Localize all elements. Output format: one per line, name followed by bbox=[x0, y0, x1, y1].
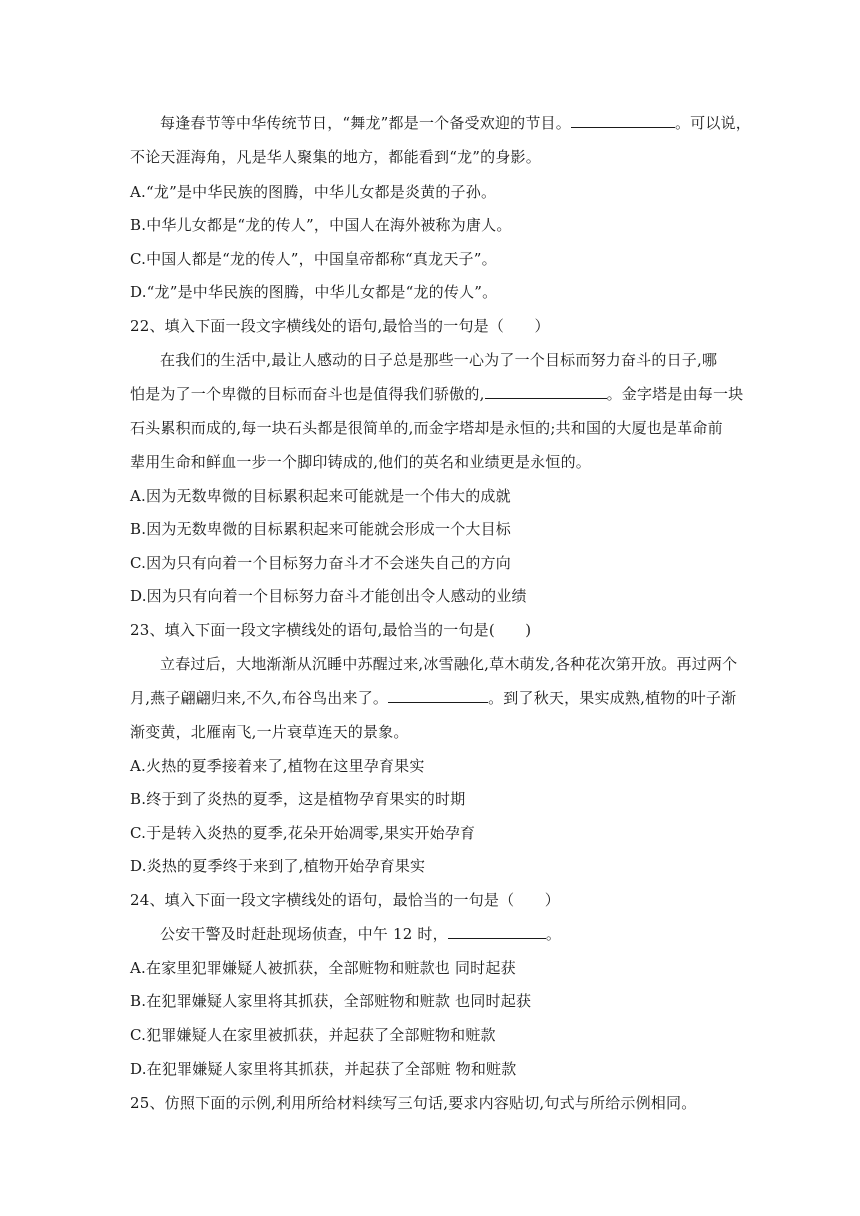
passage-text: 。到了秋天，果实成熟,植物的叶子渐 bbox=[488, 689, 737, 707]
passage-22-line-1: 在我们的生活中,最让人感动的日子总是那些一心为了一个目标而努力奋斗的日子,哪 bbox=[160, 351, 718, 369]
passage-23-line-2 bbox=[130, 688, 750, 708]
passage-22-line-3: 石头累积而成的,每一块石头都是很简单的,而金字塔却是永恒的;共和国的大厦也是革命前 bbox=[130, 419, 723, 437]
option-c: C.犯罪嫌疑人在家里被抓获，并起获了全部赃物和赃款 bbox=[130, 1026, 496, 1044]
question-24-stem: 24、填入下面一段文字横线处的语句，最恰当的一句是（ ） bbox=[130, 891, 560, 909]
option-a: A.因为无数卑微的目标累积起来可能就是一个伟大的成就 bbox=[130, 487, 511, 505]
option-c: C.中国人都是“龙的传人”，中国皇帝都称“真龙天子”。 bbox=[130, 250, 497, 268]
option-a: A.“龙”是中华民族的图腾，中华儿女都是炎黄的子孙。 bbox=[130, 183, 497, 201]
option-c: C.因为只有向着一个目标努力奋斗才不会迷失自己的方向 bbox=[130, 554, 511, 572]
option-b: B.因为无数卑微的目标累积起来可能就会形成一个大目标 bbox=[130, 520, 511, 538]
option-a: A.在家里犯罪嫌疑人被抓获，全部赃物和赃款也 同时起获 bbox=[130, 959, 516, 977]
question-25-stem: 25、仿照下面的示例,利用所给材料续写三句话,要求内容贴切,句式与所给示例相同。 bbox=[130, 1094, 697, 1112]
passage-22-line-2 bbox=[130, 384, 750, 404]
option-a: A.火热的夏季接着来了,植物在这里孕育果实 bbox=[130, 757, 425, 775]
option-d: D.“龙”是中华民族的图腾，中华儿女都是“龙的传人”。 bbox=[130, 283, 498, 301]
option-d: D.因为只有向着一个目标努力奋斗才能创出令人感动的业绩 bbox=[130, 587, 527, 605]
passage-22-line-4: 辈用生命和鲜血一步一个脚印铸成的,他们的英名和业绩更是永恒的。 bbox=[130, 453, 591, 471]
answer-blank[interactable] bbox=[388, 688, 488, 703]
passage-21-line-1 bbox=[160, 113, 780, 133]
option-b: B.在犯罪嫌疑人家里将其抓获，全部赃物和赃款 也同时起获 bbox=[130, 992, 532, 1010]
passage-text: 月,燕子翩翩归来,不久,布谷鸟出来了。 bbox=[130, 689, 389, 707]
answer-blank[interactable] bbox=[448, 924, 546, 939]
passage-text: 每逢春节等中华传统节日，“舞龙”都是一个备受欢迎的节目。 bbox=[160, 114, 571, 132]
answer-blank[interactable] bbox=[485, 384, 607, 399]
option-d: D.炎热的夏季终于来到了,植物开始孕育果实 bbox=[130, 857, 426, 875]
option-b: B.终于到了炎热的夏季，这是植物孕育果实的时期 bbox=[130, 790, 466, 808]
answer-blank[interactable] bbox=[571, 113, 675, 128]
option-c: C.于是转入炎热的夏季,花朵开始凋零,果实开始孕育 bbox=[130, 824, 476, 842]
passage-text: 。可以说， bbox=[674, 114, 751, 132]
question-23-stem: 23、填入下面一段文字横线处的语句,最恰当的一句是( ) bbox=[130, 621, 532, 639]
passage-text: 。 bbox=[545, 925, 562, 943]
passage-text: 公安干警及时赶赴现场侦查，中午 12 时， bbox=[160, 925, 448, 943]
passage-23-line-3: 渐变黄，北雁南飞,一片衰草连天的景象。 bbox=[130, 723, 409, 741]
option-d: D.在犯罪嫌疑人家里将其抓获，并起获了全部赃 物和赃款 bbox=[130, 1060, 517, 1078]
passage-text: 。金字塔是由每一块 bbox=[606, 385, 744, 403]
question-22-stem: 22、填入下面一段文字横线处的语句,最恰当的一句是（ ） bbox=[130, 317, 550, 335]
passage-text: 怕是为了一个卑微的目标而奋斗也是值得我们骄傲的, bbox=[130, 385, 485, 403]
passage-21-line-2: 不论天涯海角，凡是华人聚集的地方，都能看到“龙”的身影。 bbox=[130, 148, 541, 166]
passage-23-line-1: 立春过后，大地渐渐从沉睡中苏醒过来,冰雪融化,草木萌发,各种花次第开放。再过两个 bbox=[160, 655, 738, 673]
passage-24-line-1 bbox=[160, 924, 780, 944]
option-b: B.中华儿女都是“龙的传人”，中国人在海外被称为唐人。 bbox=[130, 216, 512, 234]
